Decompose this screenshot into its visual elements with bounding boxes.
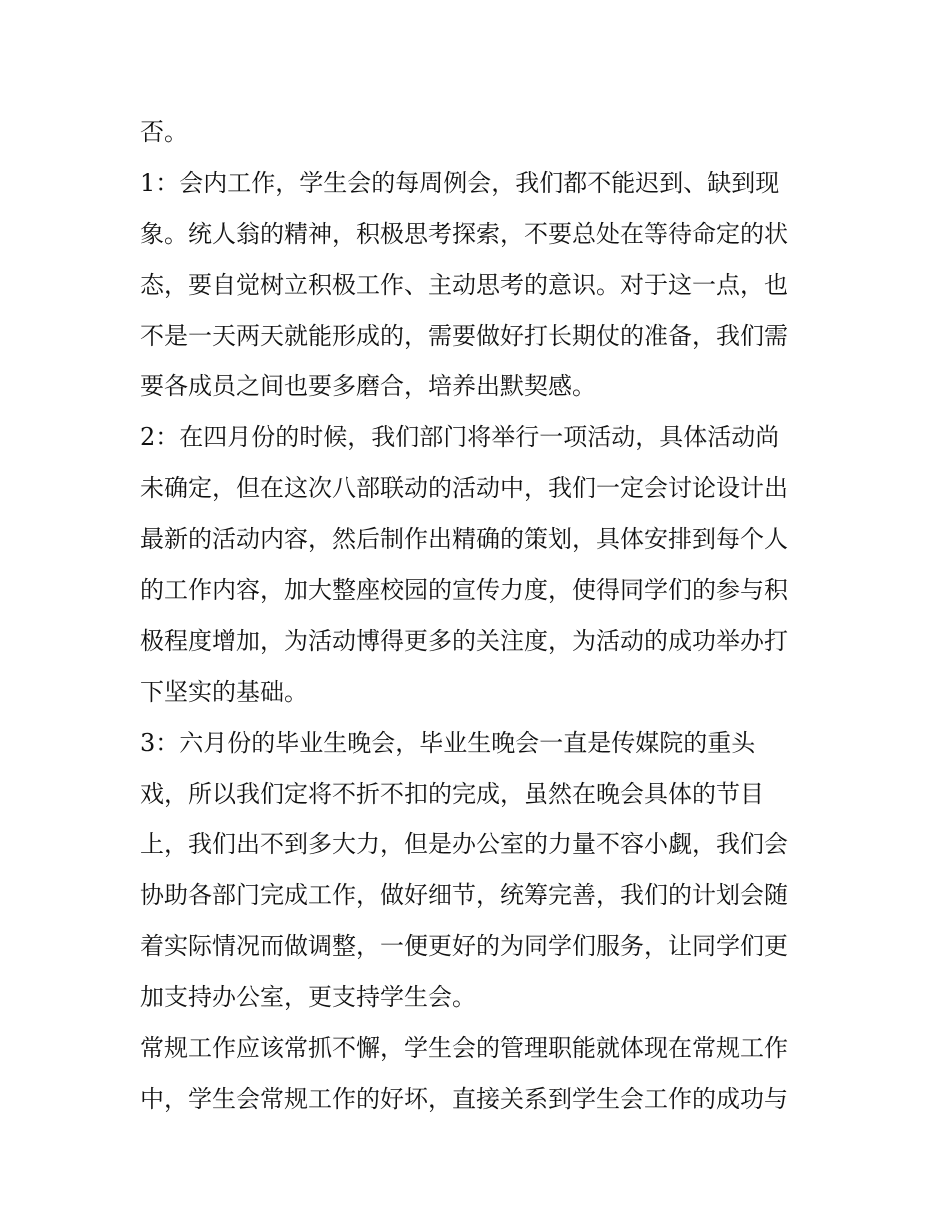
text-line: 1：会内工作，学生会的每周例会，我们都不能迟到、缺到现 xyxy=(140,168,780,197)
text-line: 3：六月份的毕业生晚会，毕业生晚会一直是传媒院的重头 xyxy=(140,728,756,757)
text-line: 最新的活动内容，然后制作出精确的策划，具体安排到每个人 xyxy=(140,525,788,554)
text-line: 上，我们出不到多大力，但是办公室的力量不容小觑，我们会 xyxy=(140,830,788,859)
text-line: 加支持办公室，更支持学生会。 xyxy=(140,983,476,1012)
text-line: 着实际情况而做调整，一便更好的为同学们服务，让同学们更 xyxy=(140,932,788,961)
text-line: 戏，所以我们定将不折不扣的完成，虽然在晚会具体的节目 xyxy=(140,779,764,808)
text-line: 极程度增加，为活动博得更多的关注度，为活动的成功举办打 xyxy=(140,626,788,655)
text-line: 的工作内容，加大整座校园的宣传力度，使得同学们的参与积 xyxy=(140,576,788,605)
text-line: 态，要自觉树立积极工作、主动思考的意识。对于这一点，也 xyxy=(140,270,788,299)
text-line: 中，学生会常规工作的好坏，直接关系到学生会工作的成功与 xyxy=(140,1084,788,1113)
text-line: 常规工作应该常抓不懈，学生会的管理职能就体现在常规工作 xyxy=(140,1034,788,1063)
text-line: 协助各部门完成工作，做好细节，统筹完善，我们的计划会随 xyxy=(140,881,788,910)
text-line: 要各成员之间也要多磨合，培养出默契感。 xyxy=(140,372,596,401)
text-line: 象。统人翁的精神，积极思考探索，不要总处在等待命定的状 xyxy=(140,219,788,248)
text-line: 不是一天两天就能形成的，需要做好打长期仗的准备，我们需 xyxy=(140,321,788,350)
text-line: 下坚实的基础。 xyxy=(140,677,308,706)
text-line: 否。 xyxy=(140,118,188,146)
text-line: 2：在四月份的时候，我们部门将举行一项活动，具体活动尚 xyxy=(140,423,780,452)
text-line: 未确定，但在这次八部联动的活动中，我们一定会讨论设计出 xyxy=(140,474,788,503)
document-body xyxy=(140,107,812,1125)
